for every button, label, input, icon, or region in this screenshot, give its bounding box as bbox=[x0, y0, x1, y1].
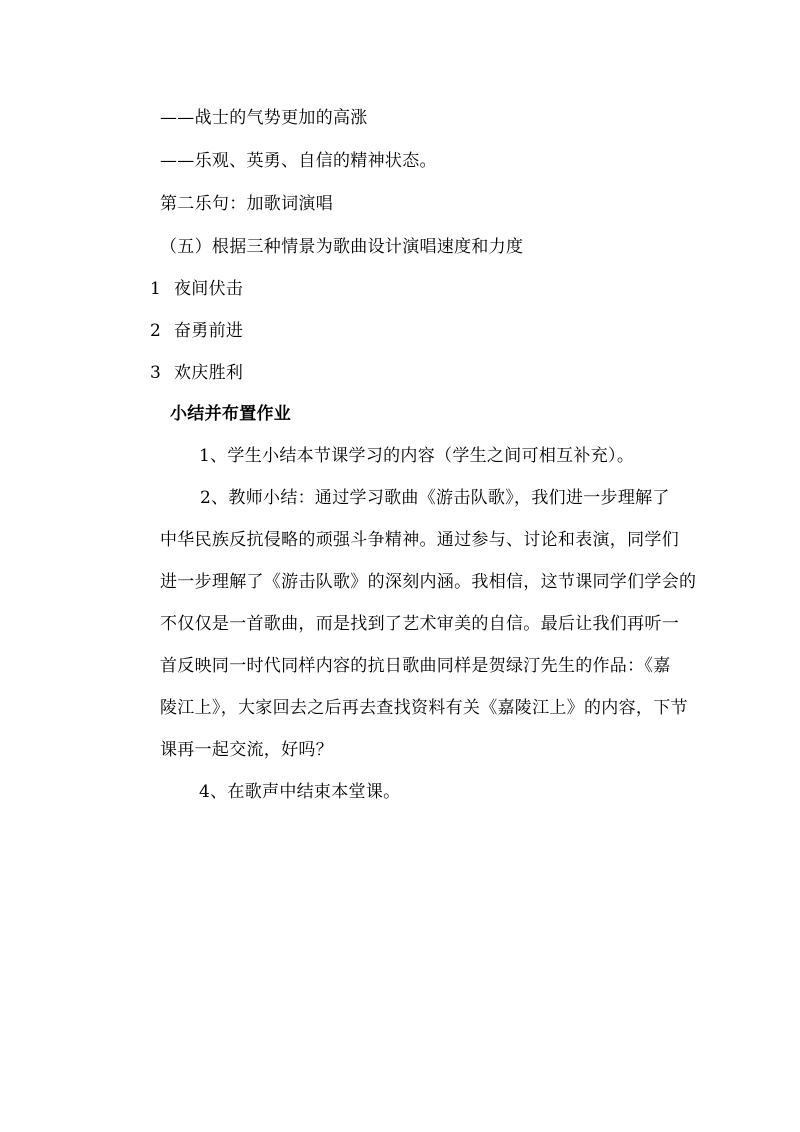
paragraph-line: 课再一起交流，好吗？ bbox=[160, 740, 333, 760]
paragraph-line: 首反映同一时代同样内容的抗日歌曲同样是贺绿汀先生的作品：《嘉 bbox=[160, 656, 671, 676]
summary-item-1: 1、学生小结本节课学习的内容（学生之间可相互补充）。 bbox=[199, 446, 635, 466]
scene-number: 2 bbox=[150, 321, 162, 341]
paragraph-line: 进一步理解了《游击队歌》的深刻内涵。我相信，这节课同学们学会的 bbox=[160, 572, 697, 592]
scene-text: 欢庆胜利 bbox=[174, 363, 244, 383]
paragraph-line: 陵江上》，大家回去之后再去查找资料有关《嘉陵江上》的内容，下节 bbox=[160, 698, 688, 718]
scene-number: 3 bbox=[150, 363, 162, 383]
scene-list-item bbox=[150, 277, 243, 301]
paragraph-line: 中华民族反抗侵略的顽强斗争精神。通过参与、讨论和表演，同学们 bbox=[160, 530, 679, 550]
text-line-second-phrase: 第二乐句：加歌词演唱 bbox=[160, 194, 333, 214]
summary-item-4: 4、在歌声中结束本堂课。 bbox=[199, 782, 401, 802]
scene-number: 1 bbox=[150, 279, 162, 299]
scene-text: 奋勇前进 bbox=[174, 321, 244, 341]
text-line-section-five: （五）根据三种情景为歌曲设计演唱速度和力度 bbox=[160, 237, 524, 257]
paragraph-line: 不仅仅是一首歌曲，而是找到了艺术审美的自信。最后让我们再听一 bbox=[160, 614, 679, 634]
scene-text: 夜间伏击 bbox=[174, 279, 244, 299]
scene-list-item bbox=[150, 361, 243, 385]
text-line-spirit: ——乐观、英勇、自信的精神状态。 bbox=[160, 151, 437, 171]
summary-heading: 小结并布置作业 bbox=[170, 404, 292, 424]
summary-item-2-paragraph bbox=[160, 486, 697, 780]
text-line-momentum: ——战士的气势更加的高涨 bbox=[160, 108, 368, 128]
scene-list-item bbox=[150, 319, 243, 343]
paragraph-line: 2、教师小结：通过学习歌曲《游击队歌》，我们进一步理解了 bbox=[200, 488, 670, 508]
